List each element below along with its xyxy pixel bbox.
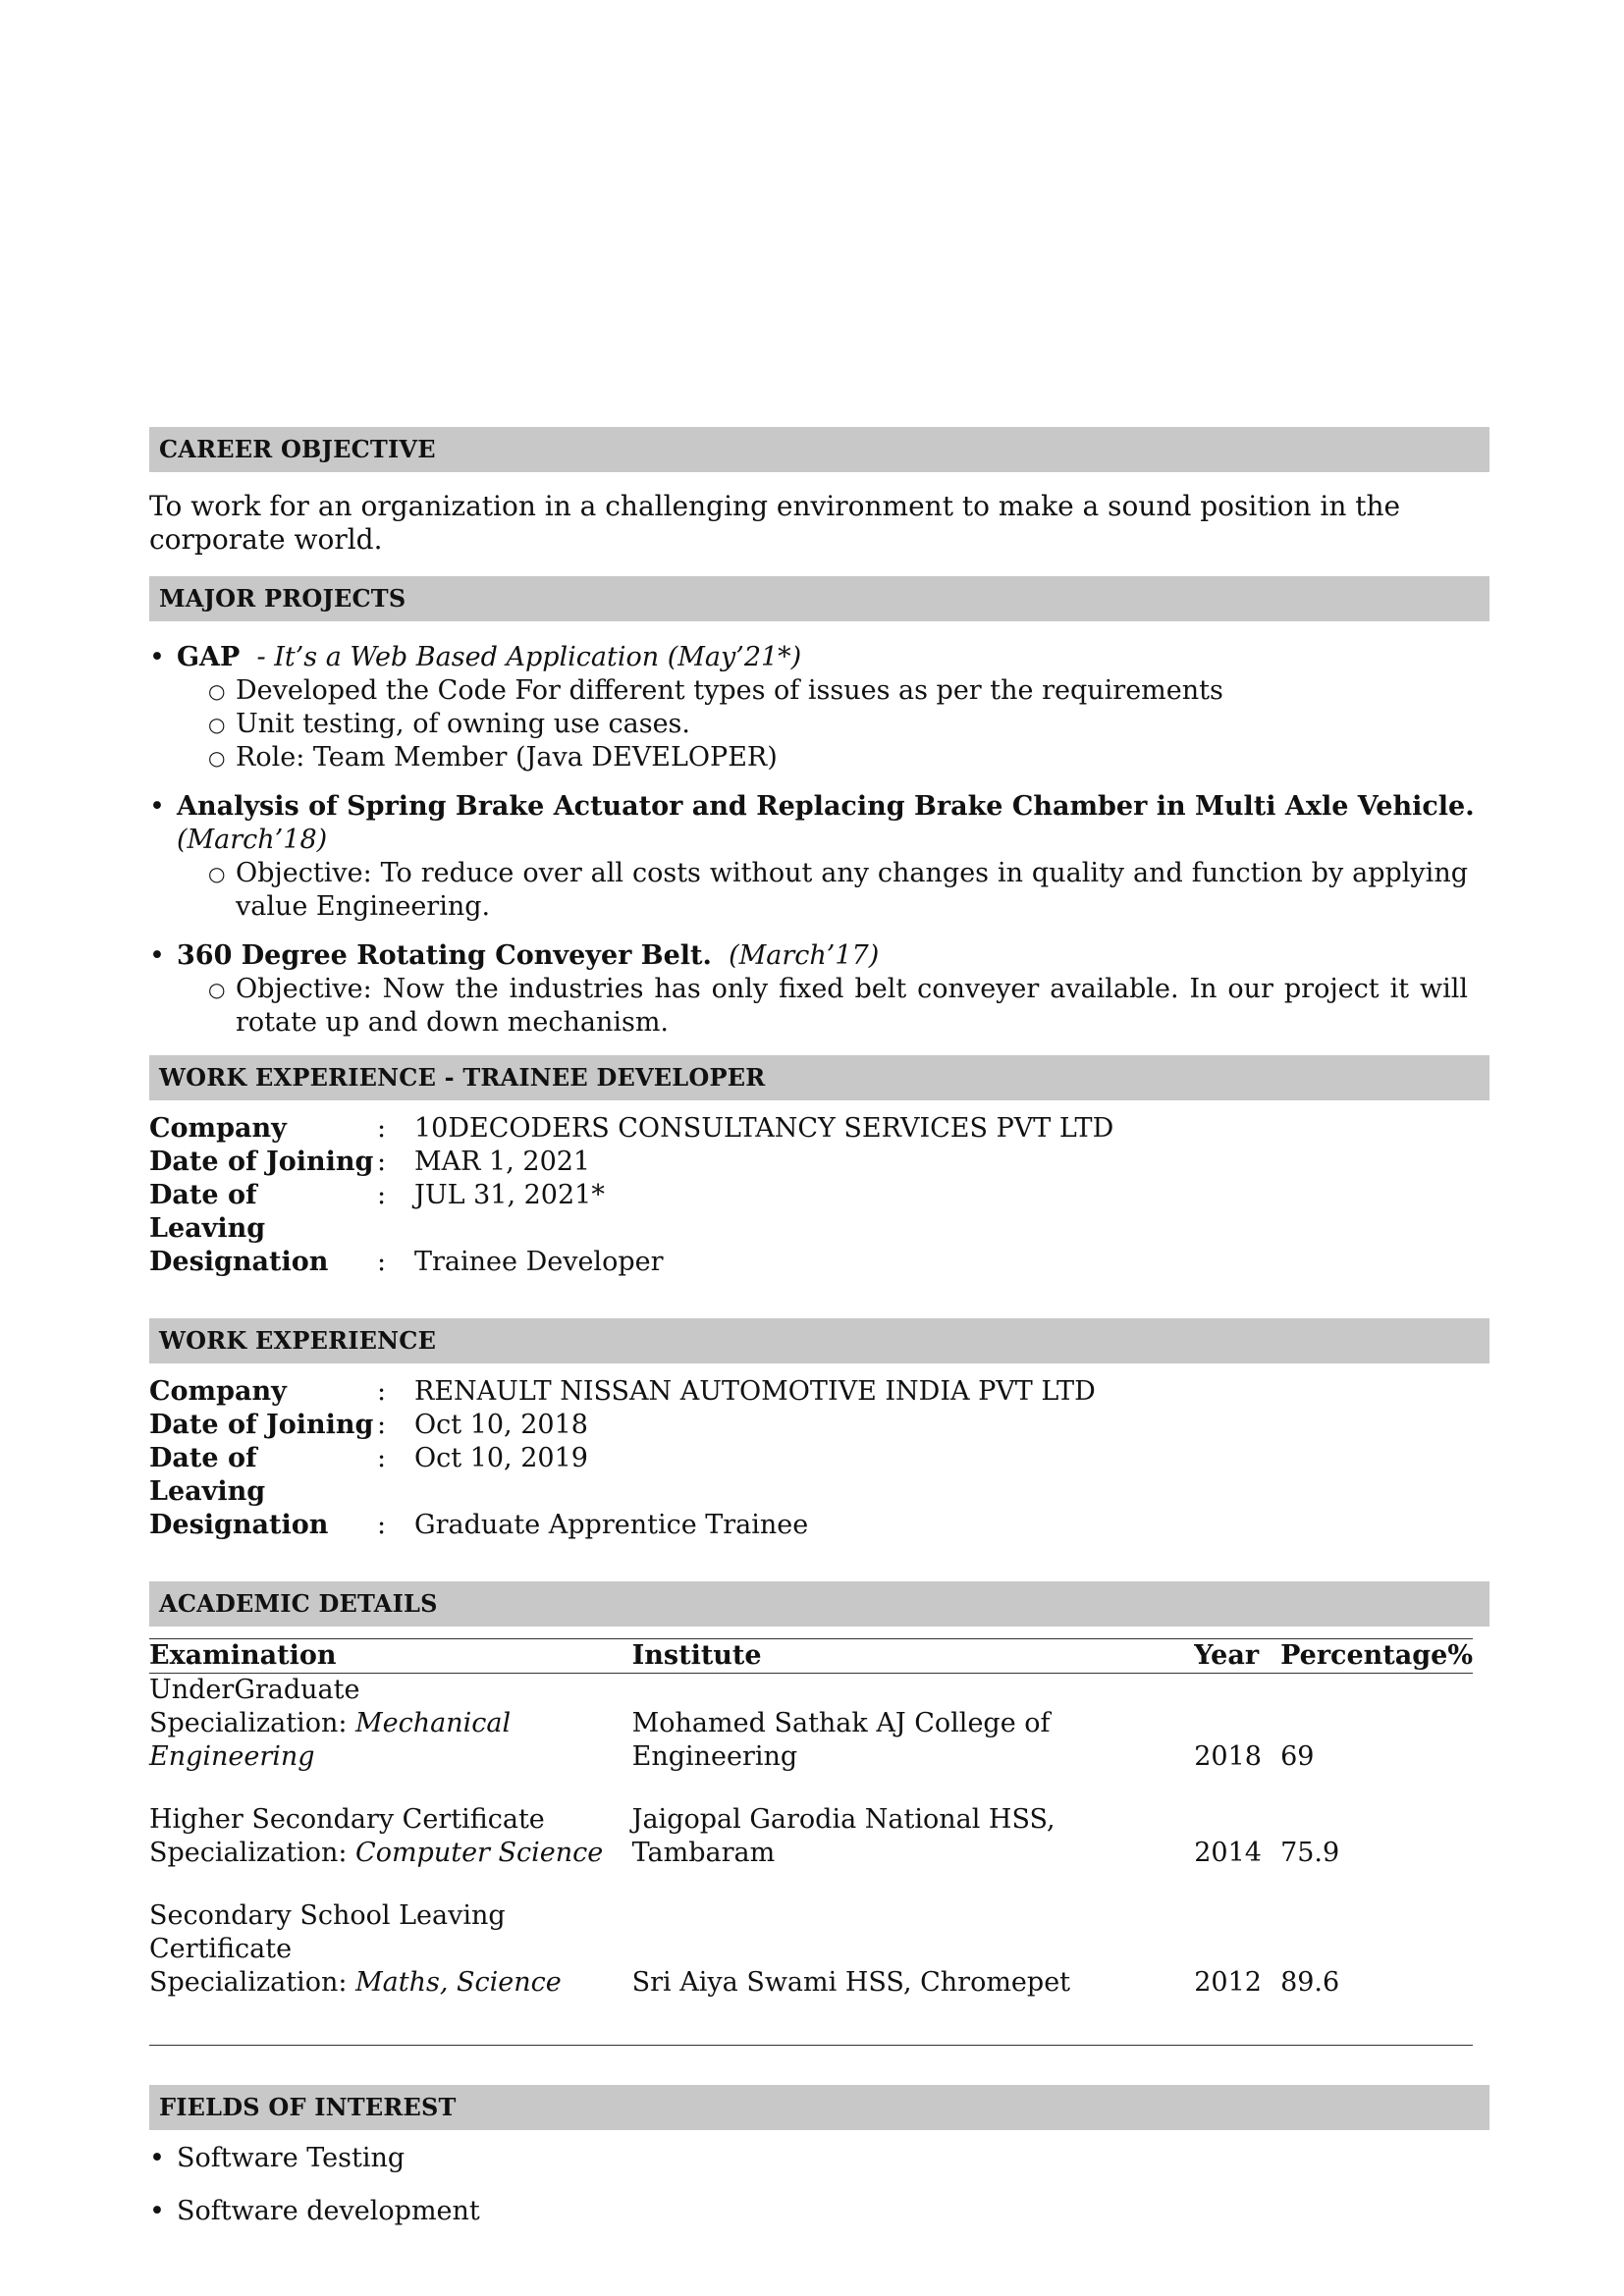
percentage-cell: 75.9 — [1280, 1838, 1340, 1868]
company-value: 10DECODERS CONSULTANCY SERVICES PVT LTD — [414, 1113, 1114, 1144]
column-header: Percentage% — [1280, 1639, 1473, 1674]
table-row — [149, 1899, 1473, 2000]
company-label: Company — [149, 1376, 287, 1407]
company-label: Company — [149, 1113, 287, 1144]
table-header-row — [149, 1639, 1473, 1674]
project-point: Objective: Now the industries has only fixed belt conveyer available. In our project it will rotate up and down mechanism. — [236, 974, 1468, 1038]
circle-bullet-icon: ○ — [208, 713, 226, 736]
year-cell: 2018 — [1194, 1741, 1262, 1772]
column-header: Institute — [632, 1639, 1195, 1674]
academic-details-heading: ACADEMIC DETAILS — [149, 1581, 1489, 1627]
leaving-label: Date of Leaving — [149, 1443, 266, 1507]
work-experience-details: Company : RENAULT NISSAN AUTOMOTIVE INDIA PVT LTD Date of Joining : Oct 10, 2018 Date of Leaving : Oct 10, 2019 Designation : Graduate Apprentice Trainee — [149, 1376, 1096, 1540]
career-objective-text: To work for an organization in a challenging environment to make a sound position in the corporate world. — [149, 490, 1401, 556]
year-cell: 2014 — [1194, 1838, 1262, 1868]
designation-value: Trainee Developer — [414, 1247, 664, 1277]
company-value: RENAULT NISSAN AUTOMOTIVE INDIA PVT LTD — [414, 1376, 1096, 1407]
designation-label: Designation — [149, 1510, 329, 1540]
project-desc: (March’18) — [177, 825, 328, 855]
exam-cell: Secondary School Leaving Certificate Specialization: Maths, Science — [149, 1900, 562, 1998]
fields-of-interest-heading: FIELDS OF INTEREST — [149, 2085, 1489, 2130]
joining-value: MAR 1, 2021 — [414, 1147, 591, 1177]
circle-bullet-icon: ○ — [208, 862, 226, 885]
major-projects-heading: MAJOR PROJECTS — [149, 576, 1489, 621]
joining-label: Date of Joining — [149, 1410, 374, 1440]
resume-content — [149, 427, 1489, 2228]
work-experience-trainee-details: Company : 10DECODERS CONSULTANCY SERVICES PVT LTD Date of Joining : MAR 1, 2021 Date of Leaving : JUL 31, 2021* Designation : Trainee Developer — [149, 1113, 1114, 1277]
project-point: Unit testing, of owning use cases. — [236, 709, 690, 739]
project-title: GAP — [177, 642, 241, 672]
project-point: Objective: To reduce over all costs without any changes in quality and function by applying value Engineering. — [236, 858, 1468, 922]
circle-bullet-icon: ○ — [208, 679, 226, 703]
designation-value: Graduate Apprentice Trainee — [414, 1510, 809, 1540]
interest-item: • Software development — [149, 2196, 480, 2226]
column-header: Examination — [149, 1639, 632, 1674]
project-title: 360 Degree Rotating Conveyer Belt. — [177, 940, 712, 971]
bullet-icon: • — [149, 940, 165, 971]
project-point: Role: Team Member (Java DEVELOPER) — [236, 742, 778, 773]
bullet-icon: • — [149, 2196, 165, 2226]
circle-bullet-icon: ○ — [208, 746, 226, 770]
project-desc: - It’s a Web Based Application (May’21*) — [256, 642, 802, 672]
bullet-icon: • — [149, 642, 165, 672]
leaving-value: Oct 10, 2019 — [414, 1443, 588, 1473]
percentage-cell: 69 — [1280, 1741, 1315, 1772]
leaving-label: Date of Leaving — [149, 1180, 266, 1244]
table-row — [149, 1674, 1473, 1775]
work-experience-trainee-heading: WORK EXPERIENCE - TRAINEE DEVELOPER — [149, 1055, 1489, 1100]
project-item — [149, 641, 1489, 774]
joining-label: Date of Joining — [149, 1147, 374, 1177]
leaving-value: JUL 31, 2021* — [414, 1180, 605, 1210]
career-objective-heading: CAREER OBJECTIVE — [149, 427, 1489, 472]
project-item — [149, 939, 1489, 1040]
academic-table — [149, 1638, 1473, 2000]
institute-cell: Mohamed Sathak AJ College of Engineering — [631, 1708, 1051, 1772]
work-experience-heading: WORK EXPERIENCE — [149, 1318, 1489, 1363]
interest-item: • Software Testing — [149, 2143, 406, 2173]
year-cell: 2012 — [1194, 1967, 1262, 1998]
bullet-icon: • — [149, 791, 165, 822]
percentage-cell: 89.6 — [1280, 1967, 1340, 1998]
designation-label: Designation — [149, 1247, 329, 1277]
exam-cell: UnderGraduate Specialization: Mechanical Engineering — [149, 1675, 512, 1772]
project-item — [149, 790, 1489, 924]
bullet-icon: • — [149, 2143, 165, 2173]
circle-bullet-icon: ○ — [208, 978, 226, 1001]
project-point: Developed the Code For different types of issues as per the requirements — [236, 675, 1223, 706]
project-title: Analysis of Spring Brake Actuator and Replacing Brake Chamber in Multi Axle Vehicle. — [177, 791, 1475, 822]
joining-value: Oct 10, 2018 — [414, 1410, 588, 1440]
column-header: Year — [1194, 1639, 1280, 1674]
institute-cell: Jaigopal Garodia National HSS, Tambaram — [631, 1804, 1056, 1868]
project-desc: (March’17) — [729, 940, 880, 971]
exam-cell: Higher Secondary Certificate Specialization: Computer Science — [149, 1804, 604, 1868]
institute-cell: Sri Aiya Swami HSS, Chromepet — [631, 1967, 1071, 1998]
table-row — [149, 1803, 1473, 1870]
